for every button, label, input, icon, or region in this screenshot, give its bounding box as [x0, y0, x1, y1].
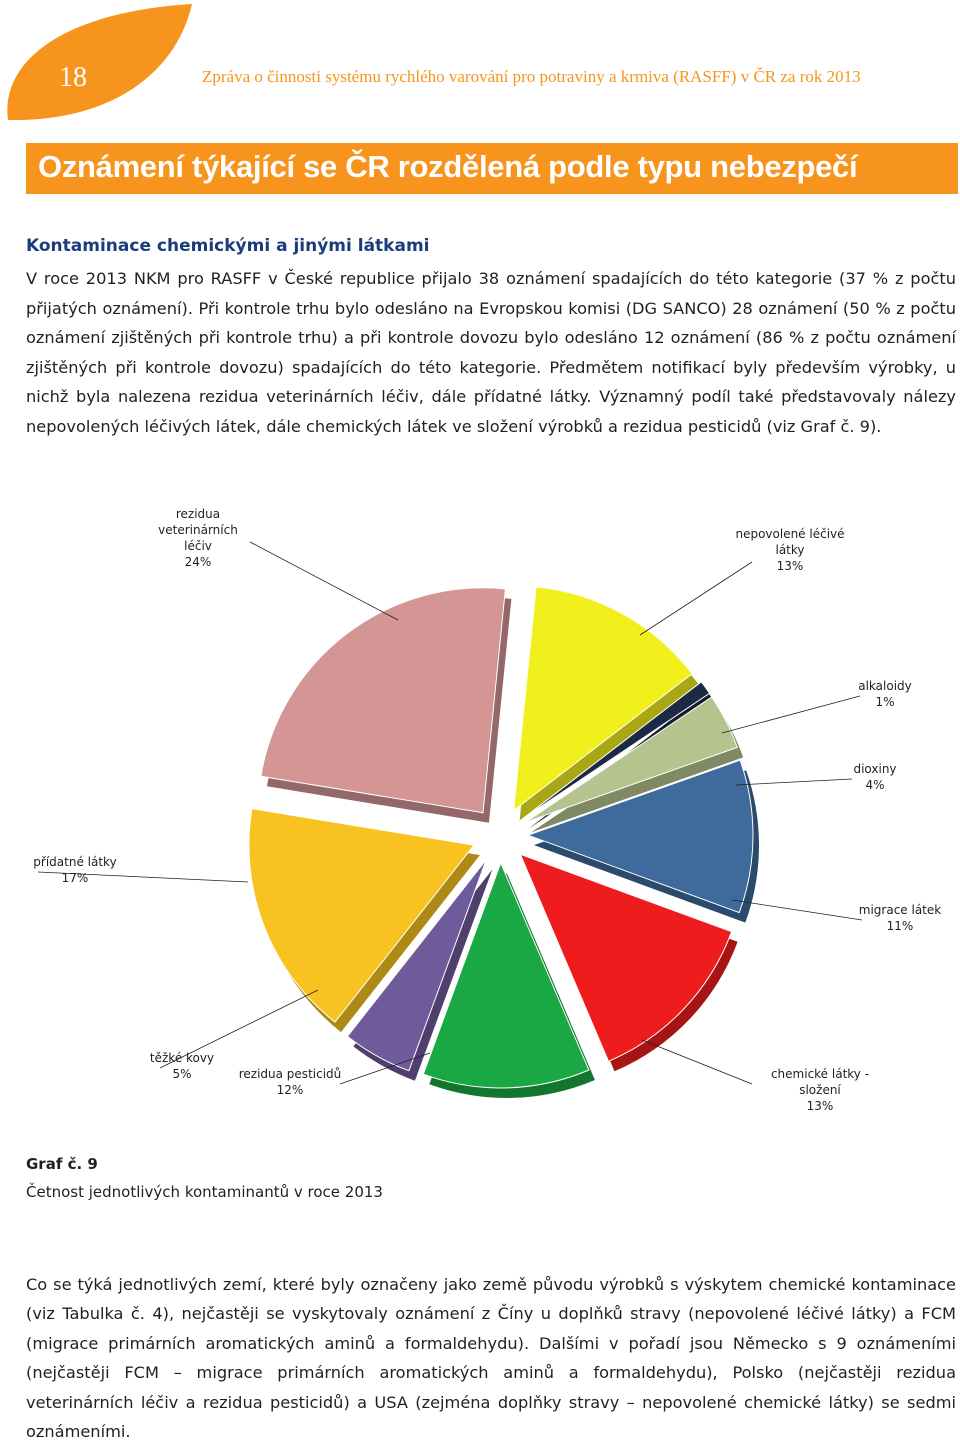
section-banner — [26, 143, 958, 194]
pie-label-category: migrace látek — [858, 903, 942, 917]
orange-leaf-icon — [0, 0, 200, 130]
pie-label-percent: 11% — [886, 919, 914, 933]
pie-label-percent: 5% — [172, 1067, 192, 1081]
leader-line — [642, 1040, 752, 1084]
pie-label-category: veterinárních — [158, 523, 238, 537]
countries-paragraph: Co se týká jednotlivých zemí, které byly označeny jako země původu výrobků s výskytem chemické kontaminace (viz Tabulka č. 4), nejčastěji se vyskytovaly oznámení z Číny u doplňků stravy (nepovolené léčivé látky) a FCM (migrace primárních aromatických aminů a formaldehydu). Dalšími v pořadí jsou Německo s 9 oznámeními (nejčastěji FCM – migrace primárních aromatických aminů a formaldehydu), Polsko (nejčastěji rezidua veterinárních léčiv a rezidua pesticidů) a USA (zejména doplňky stravy – nepovolené chemické látky) se sedmi oznámeními. — [26, 1275, 956, 1442]
pie-label-category: léčiv — [184, 539, 212, 553]
pie-label — [853, 762, 896, 792]
pie-label-percent: 17% — [61, 871, 89, 885]
pie-label — [239, 1067, 342, 1097]
chart-caption-text: Četnost jednotlivých kontaminantů v roce 2013 — [26, 1183, 383, 1201]
pie-label-category: rezidua — [175, 507, 221, 521]
leader-line — [736, 779, 852, 785]
pie-slice-9 — [261, 588, 512, 823]
pie-label-percent: 13% — [776, 559, 804, 573]
pie-label — [33, 855, 116, 885]
pie-label-percent: 1% — [875, 695, 895, 709]
pie-label-category: chemické látky - — [770, 1067, 870, 1081]
leader-line — [250, 542, 398, 620]
pie-chart — [0, 500, 960, 1130]
running-title: Zpráva o činnosti systému rychlého varování pro potraviny a krmiva (RASFF) v ČR za rok 2013 — [202, 67, 861, 86]
pie-label-category: rezidua pesticidů — [238, 1067, 342, 1081]
banner-title: Oznámení týkající se ČR rozdělená podle typu nebezpečí — [38, 149, 858, 184]
pie-label — [150, 1051, 214, 1081]
pie-label — [735, 527, 844, 573]
chart-caption-label: Graf č. 9 — [26, 1155, 98, 1173]
leader-line — [722, 696, 860, 733]
pie-label — [771, 1067, 869, 1113]
pie-label-category: dioxiny — [853, 762, 897, 776]
pie-label-percent: 24% — [184, 555, 212, 569]
intro-paragraph: V roce 2013 NKM pro RASFF v České republice přijalo 38 oznámení spadajících do této kategorie (37 % z počtu přijatých oznámení). Při kontrole trhu bylo odesláno na Evropskou komisi (DG SANCO) 28 oznámení (50 % z počtu oznámení zjištěných při kontrole trhu) a při kontrole dovozu bylo odesláno 12 oznámení (86 % z počtu oznámení zjištěných při kontrole dovozu) spadajících do této kategorie. Předmětem notifikací byly především výrobky, u nichž byla nalezena rezidua veterinárních léčiv, dále přídatné látky. Významný podíl také představovaly nálezy nepovolených léčivých látek, dále chemických látek ve složení výrobků a rezidua pesticidů (viz Graf č. 9). — [26, 269, 956, 436]
pie-label-category: látky — [775, 543, 805, 557]
pie-label-percent: 12% — [276, 1083, 304, 1097]
pie-label-category: nepovolené léčivé — [735, 527, 845, 541]
section-heading: Kontaminace chemickými a jinými látkami — [26, 236, 430, 256]
pie-label — [158, 507, 238, 569]
leader-line — [732, 900, 862, 920]
pie-label — [858, 679, 912, 709]
page-number: 18 — [59, 62, 87, 93]
pie-label-category: složení — [799, 1083, 841, 1097]
pie-label — [859, 903, 941, 933]
leader-line — [640, 562, 752, 635]
pie-label-category: těžké kovy — [149, 1051, 215, 1065]
pie-label-percent: 4% — [865, 778, 885, 792]
pie-label-percent: 13% — [806, 1099, 834, 1113]
page-header — [0, 0, 960, 130]
pie-slice-face — [261, 588, 506, 813]
pie-label-category: alkaloidy — [858, 679, 912, 693]
pie-label-category: přídatné látky — [33, 855, 117, 869]
